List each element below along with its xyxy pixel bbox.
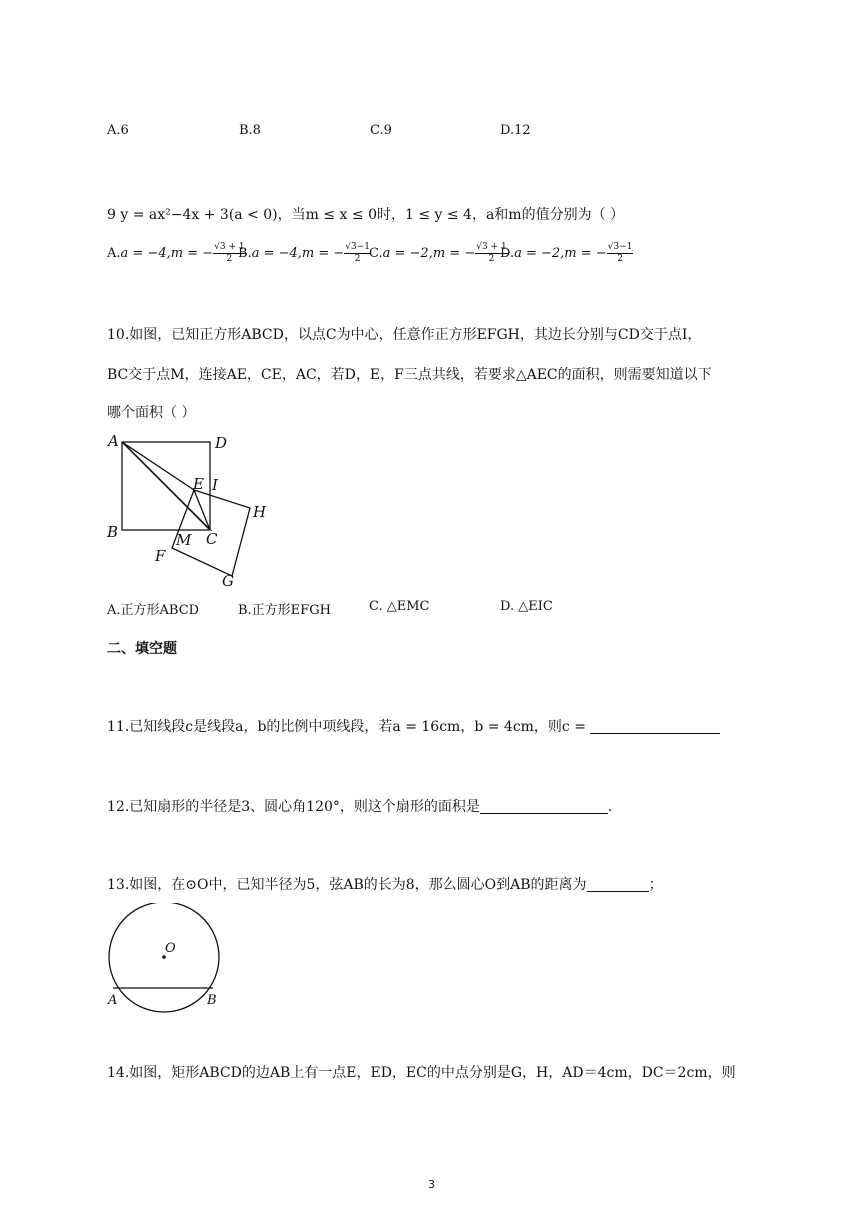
q13-end: ； xyxy=(648,877,663,893)
fraction-denominator: 2 xyxy=(617,254,623,264)
q8-option-a: A.6 xyxy=(107,123,129,138)
q9-option-c-prefix: C. xyxy=(369,246,383,261)
q11-answer-blank[interactable] xyxy=(590,719,720,734)
q9-option-c-expr: a = −2,m = − xyxy=(382,246,476,261)
label-a: A xyxy=(108,432,119,450)
q9-option-d xyxy=(500,242,633,265)
q9-option-d-expr: a = −2,m = − xyxy=(514,246,607,261)
q10-option-b: B.正方形EFGH xyxy=(238,603,331,618)
label-f: F xyxy=(155,547,166,565)
q11 xyxy=(107,716,720,736)
label-c: C xyxy=(206,530,218,548)
label-d: D xyxy=(215,434,228,452)
label-e: E xyxy=(193,475,204,493)
label-o: O xyxy=(165,941,176,956)
q8-option-b: B.8 xyxy=(239,123,261,138)
q9-option-a xyxy=(107,242,246,265)
q13-circle-figure xyxy=(100,903,230,1015)
q9-option-d-prefix: D. xyxy=(500,246,515,261)
label-i: I xyxy=(212,476,218,494)
q11-text: 11.已知线段c是线段a，b的比例中项线段，若a = 16cm，b = 4cm，则c = xyxy=(107,719,586,735)
q9-option-d-fraction xyxy=(607,242,634,265)
label-b: B xyxy=(207,993,217,1008)
q12-text: 12.已知扇形的半径是3、圆心角120°，则这个扇形的面积是 xyxy=(107,799,480,815)
q9-option-b-expr: a = −4,m = − xyxy=(251,246,345,261)
segment-ae xyxy=(122,442,194,490)
q8-option-c: C.9 xyxy=(370,123,392,138)
label-h: H xyxy=(253,503,267,521)
q13-answer-blank[interactable] xyxy=(587,877,649,892)
fraction-numerator: √3−1 xyxy=(345,242,371,252)
q12-end: . xyxy=(607,799,613,815)
fraction-numerator: √3−1 xyxy=(607,242,633,252)
label-g: G xyxy=(222,572,234,590)
fraction-numerator: √3 + 1 xyxy=(214,242,245,252)
q10-square-figure xyxy=(100,428,290,590)
q13-text: 13.如图，在⊙O中，已知半径为5，弦AB的长为8，那么圆心O到AB的距离为 xyxy=(107,877,587,893)
q9-option-b-fraction xyxy=(344,242,371,265)
q10-line-3: 哪个面积（ ） xyxy=(107,405,196,421)
q9-option-b xyxy=(238,242,371,265)
page-number: 3 xyxy=(428,1178,435,1191)
fraction-numerator: √3 + 1 xyxy=(476,242,507,252)
q9-stem: 9 y = ax²−4x + 3(a < 0)，当m ≤ x ≤ 0时，1 ≤ y ≤ 4，a和m的值分别为（ ） xyxy=(107,207,625,223)
q9-option-c xyxy=(369,242,508,265)
q13 xyxy=(107,874,663,894)
q10-option-a: A.正方形ABCD xyxy=(107,603,200,618)
q9-option-a-prefix: A. xyxy=(107,246,121,261)
section-heading: 二、填空题 xyxy=(107,641,177,657)
segment-ec xyxy=(194,490,210,530)
q10-option-c: C. △EMC xyxy=(369,599,430,614)
q14-text: 14.如图，矩形ABCD的边AB上有一点E，ED，EC的中点分别是G，H，AD＝4cm，DC＝2cm，则 xyxy=(107,1065,736,1081)
fraction-denominator: 2 xyxy=(354,254,361,264)
fraction-denominator: 2 xyxy=(226,254,233,264)
q10-line-2: BC交于点M，连接AE，CE，AC，若D，E，F三点共线，若要求△AEC的面积，则需要知道以下 xyxy=(107,367,712,383)
label-m: M xyxy=(176,531,192,549)
label-b: B xyxy=(107,523,119,541)
q12 xyxy=(107,796,612,816)
q12-answer-blank[interactable] xyxy=(480,799,608,814)
q9-option-a-expr: a = −4,m = − xyxy=(120,246,214,261)
q9-option-b-prefix: B. xyxy=(238,246,252,261)
label-a: A xyxy=(108,993,118,1008)
q10-line-1: 10.如图，已知正方形ABCD，以点C为中心，任意作正方形EFGH，其边长分别与CD交于点I， xyxy=(107,327,702,343)
fraction-denominator: 2 xyxy=(488,254,495,264)
q10-option-d: D. △EIC xyxy=(500,599,553,614)
q8-option-d: D.12 xyxy=(500,123,531,138)
